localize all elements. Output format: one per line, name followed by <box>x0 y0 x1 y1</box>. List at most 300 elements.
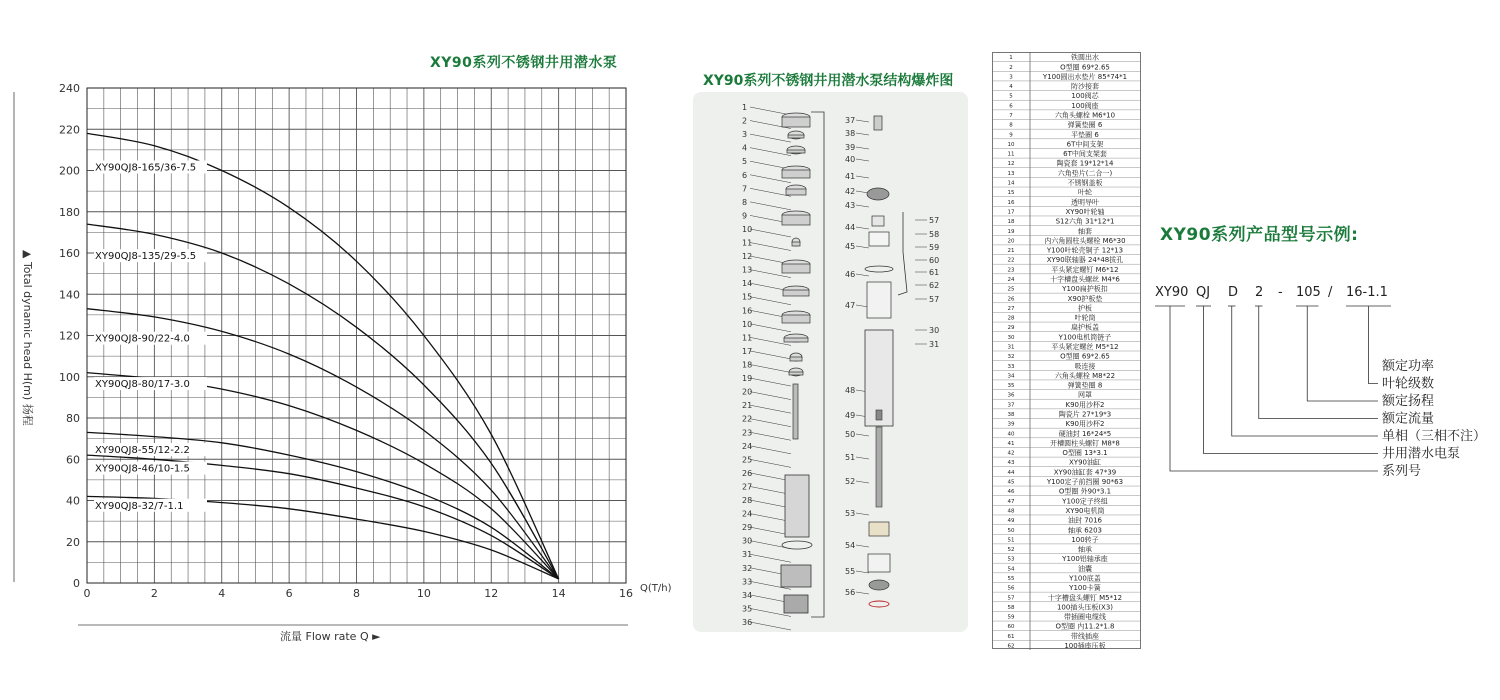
table-cell-no: 42 <box>1007 450 1015 457</box>
callout-leader <box>750 405 791 413</box>
x-tick-label: 12 <box>484 587 499 600</box>
table-cell-no: 27 <box>1007 305 1015 312</box>
part-callout: 19 <box>742 374 753 384</box>
callout-leader <box>750 229 791 237</box>
pump-part <box>782 117 810 127</box>
pump-part <box>787 150 805 153</box>
x-axis-label: 流量 Flow rate Q ► <box>280 630 381 643</box>
table-cell-no: 35 <box>1007 383 1015 390</box>
table-cell-no: 45 <box>1007 479 1015 486</box>
table-cell-name: 十字槽盘头螺钉 M5*12 <box>1047 593 1123 602</box>
pump-part <box>782 315 810 323</box>
part-callout: 48 <box>845 386 856 395</box>
table-cell-no: 25 <box>1007 286 1015 293</box>
table-cell-name: 油封 7016 <box>1067 516 1103 525</box>
table-cell-name: 六角头螺栓 M8*22 <box>1054 371 1116 380</box>
table-cell-name: 100阀座 <box>1071 101 1099 110</box>
part-callout: 31 <box>929 340 940 349</box>
callout-leader <box>750 459 791 467</box>
part-callout: 41 <box>845 172 856 181</box>
callout-leader <box>856 147 869 149</box>
motor-part <box>869 232 889 246</box>
part-callout: 50 <box>845 430 856 439</box>
model-example-title: XY90系列产品型号示例: <box>1160 225 1359 245</box>
model-code-label: 叶轮级数 <box>1382 376 1435 392</box>
model-code-part: / <box>1328 285 1333 300</box>
part-callout: 21 <box>742 401 753 411</box>
callout-leader <box>750 622 791 630</box>
series-label: XY90QJ8-80/17-3.0 <box>95 379 190 391</box>
series-label: XY90QJ8-55/12-2.2 <box>95 445 190 457</box>
motor-part <box>874 116 882 130</box>
table-cell-name: 护板 <box>1078 304 1092 313</box>
table-cell-no: 44 <box>1007 469 1015 476</box>
table-cell-no: 23 <box>1007 267 1015 274</box>
table-cell-name: 叶轮 <box>1078 188 1092 197</box>
y-tick-label: 140 <box>59 288 80 302</box>
callout-leader <box>856 434 869 436</box>
table-cell-name: 平头紧定螺钉 M6*12 <box>1051 265 1119 274</box>
motor-part <box>876 410 882 420</box>
pump-part <box>788 135 804 138</box>
table-cell-name: 叶轮筒 <box>1074 314 1096 323</box>
part-callout: 6 <box>742 170 748 180</box>
model-code-part: - <box>1278 285 1283 300</box>
part-callout: 18 <box>742 360 753 370</box>
table-cell-no: 13 <box>1007 170 1015 177</box>
callout-leader <box>856 133 869 135</box>
table-cell-no: 20 <box>1007 238 1015 245</box>
model-code-label: 额定功率 <box>1382 359 1435 374</box>
table-cell-no: 38 <box>1007 412 1015 419</box>
callout-leader <box>856 120 869 122</box>
pump-inlet <box>781 565 811 587</box>
part-callout: 52 <box>845 477 856 486</box>
part-callout: 11 <box>742 333 753 343</box>
table-cell-name: 平头紧定螺丝 M5*12 <box>1051 343 1119 351</box>
part-callout: 31 <box>742 550 753 560</box>
table-cell-name: S12六角 31*12*1 <box>1055 217 1115 226</box>
series-label: XY90QJ8-90/22-4.0 <box>95 333 190 345</box>
x-tick-label: 6 <box>285 587 293 600</box>
callout-leader <box>750 419 791 427</box>
table-cell-no: 40 <box>1007 431 1015 438</box>
table-cell-no: 6 <box>1009 103 1013 110</box>
model-code-part: 2 <box>1255 285 1264 300</box>
pump-shaft <box>793 384 798 439</box>
table-cell-name: O型圈 外90*3.1 <box>1058 487 1112 496</box>
table-cell-no: 4 <box>1009 84 1013 91</box>
table-cell-name: 六角垫片(二合一) <box>1057 169 1113 178</box>
table-cell-no: 54 <box>1007 566 1015 573</box>
table-cell-no: 59 <box>1007 614 1015 621</box>
y-tick-label: 40 <box>66 494 80 508</box>
part-callout: 22 <box>742 414 753 424</box>
part-callout: 43 <box>845 201 856 210</box>
model-code-part: QJ <box>1196 285 1211 300</box>
table-cell-no: 2 <box>1009 64 1013 71</box>
y-tick-label: 120 <box>59 329 80 343</box>
part-callout: 47 <box>845 301 856 310</box>
part-callout: 59 <box>929 243 940 252</box>
table-cell-name: Y100卡簧 <box>1069 584 1101 593</box>
pump-part <box>783 290 809 296</box>
callout-leader <box>856 457 869 459</box>
motor-part <box>869 580 889 590</box>
part-callout: 9 <box>742 211 748 221</box>
chart-title: XY90系列不锈钢井用潜水泵 <box>430 55 618 71</box>
part-callout: 16 <box>742 306 753 316</box>
parts-list-table <box>992 52 1142 650</box>
part-callout: 4 <box>742 143 748 153</box>
model-code-part: D <box>1228 285 1239 300</box>
series-label: XY90QJ8-135/29-5.5 <box>95 251 197 263</box>
model-code-part: 105 <box>1296 285 1321 300</box>
part-callout: 27 <box>742 482 753 492</box>
pump-part <box>782 215 810 225</box>
table-cell-name: XY90油缸套 47*39 <box>1053 468 1117 477</box>
callout-leader <box>750 432 791 440</box>
x-tick-label: 2 <box>150 587 158 600</box>
table-cell-no: 31 <box>1007 344 1015 351</box>
table-cell-name: 六角头螺栓 M6*10 <box>1054 111 1116 120</box>
table-cell-no: 47 <box>1007 498 1015 505</box>
table-cell-name: 轴承 6203 <box>1067 526 1103 535</box>
part-callout: 7 <box>742 184 748 194</box>
table-cell-no: 52 <box>1007 547 1015 554</box>
table-cell-no: 36 <box>1007 392 1015 399</box>
callout-leader <box>750 554 791 562</box>
table-cell-name: 100插座压板 <box>1064 642 1106 650</box>
x-tick-label: 8 <box>353 587 360 600</box>
table-cell-name: 陶瓷套 19*12*14 <box>1056 159 1114 168</box>
table-cell-name: XY90油缸 <box>1069 458 1101 467</box>
pump-part <box>782 264 810 273</box>
callout-leader <box>750 446 791 454</box>
table-cell-no: 56 <box>1007 585 1015 592</box>
table-cell-no: 39 <box>1007 421 1015 428</box>
x-unit-label: Q(T/h) <box>640 583 672 594</box>
table-cell-no: 46 <box>1007 489 1015 496</box>
table-cell-no: 53 <box>1007 556 1015 563</box>
part-callout: 40 <box>845 155 856 164</box>
assembly-connector <box>811 112 824 617</box>
table-cell-name: 硬油封 16*24*5 <box>1058 429 1112 438</box>
part-callout: 26 <box>742 468 753 478</box>
table-cell-name: Y100定子前挡圈 90*63 <box>1046 478 1124 487</box>
y-axis-label: ▲ Total dynamic head H(m) 扬程 <box>21 250 34 426</box>
table-cell-name: 轴套 <box>1078 227 1092 236</box>
motor-part <box>867 188 889 200</box>
part-callout: 33 <box>742 577 753 587</box>
table-cell-name: K90用沙杯2 <box>1065 400 1105 409</box>
code-leader-line <box>1307 306 1378 401</box>
series-label: XY90QJ8-46/10-1.5 <box>95 463 190 475</box>
table-cell-no: 33 <box>1007 363 1015 370</box>
part-callout: 3 <box>742 130 748 140</box>
part-callout: 57 <box>929 216 940 225</box>
part-callout: 54 <box>845 541 856 550</box>
callout-leader <box>750 392 791 400</box>
part-callout: 37 <box>845 116 856 125</box>
callout-leader <box>856 571 869 573</box>
part-callout: 24 <box>742 509 753 519</box>
part-callout: 53 <box>845 509 856 518</box>
table-cell-name: K90用沙杯2 <box>1065 420 1105 429</box>
table-cell-name: XY90联轴器 24*48拔孔 <box>1046 256 1124 265</box>
series-label: XY90QJ8-32/7-1.1 <box>95 500 184 512</box>
part-callout: 39 <box>845 143 856 152</box>
table-cell-name: XY90叶轮轴 <box>1065 207 1105 216</box>
table-cell-no: 60 <box>1007 624 1015 631</box>
callout-leader <box>750 324 791 332</box>
table-cell-no: 50 <box>1007 527 1015 534</box>
table-cell-no: 26 <box>1007 296 1015 303</box>
table-cell-no: 57 <box>1007 595 1015 602</box>
table-cell-name: 开槽圆柱头螺钉 M8*8 <box>1050 439 1120 448</box>
table-cell-name: Y100圆出水垫片 85*74*1 <box>1042 72 1128 81</box>
x-tick-label: 10 <box>416 587 431 600</box>
table-cell-name: 100转子 <box>1071 535 1099 544</box>
callout-leader <box>750 148 791 156</box>
pump-part <box>789 372 803 375</box>
callout-leader <box>750 297 791 305</box>
table-cell-name: 100阀芯 <box>1071 92 1099 101</box>
part-callout: 30 <box>929 326 940 335</box>
table-cell-name: 铁圆出水 <box>1071 53 1099 62</box>
model-code-label: 井用潜水电泵 <box>1382 446 1461 462</box>
table-cell-no: 18 <box>1007 219 1015 226</box>
part-callout: 14 <box>742 279 753 289</box>
table-cell-name: 轴承 <box>1078 545 1092 554</box>
model-code-label: 系列号 <box>1382 464 1422 479</box>
y-tick-label: 200 <box>59 164 80 178</box>
table-cell-name: 带插圈电缆线 <box>1064 613 1106 622</box>
y-tick-label: 20 <box>66 535 80 549</box>
callout-leader <box>750 378 791 386</box>
part-callout: 20 <box>742 387 753 397</box>
table-cell-no: 32 <box>1007 354 1015 361</box>
table-cell-no: 21 <box>1007 248 1015 255</box>
table-cell-name: 扁护板盖 <box>1071 323 1099 332</box>
table-cell-no: 34 <box>1007 373 1015 380</box>
table-cell-no: 41 <box>1007 440 1015 447</box>
pump-part <box>792 242 800 246</box>
part-callout: 34 <box>742 590 753 600</box>
x-tick-label: 14 <box>551 587 566 600</box>
motor-rotor <box>876 427 882 507</box>
table-cell-name: 弹簧垫圈 8 <box>1067 381 1103 390</box>
code-leader-line <box>1204 306 1379 454</box>
callout-leader <box>750 188 791 196</box>
motor-part <box>869 522 889 536</box>
motor-part <box>868 554 890 572</box>
part-callout: 42 <box>845 187 856 196</box>
part-callout: 15 <box>742 292 753 302</box>
table-cell-no: 17 <box>1007 209 1015 216</box>
table-cell-name: O型圈 内11.2*1.8 <box>1055 622 1115 631</box>
table-cell-name: 100插头压板(X3) <box>1056 603 1114 612</box>
table-cell-no: 3 <box>1009 74 1013 81</box>
callout-leader <box>856 205 869 207</box>
callout-leader <box>856 513 869 515</box>
model-code-label: 额定流量 <box>1382 411 1435 427</box>
part-callout: 56 <box>845 588 856 597</box>
part-callout: 62 <box>929 281 940 290</box>
table-cell-no: 49 <box>1007 518 1015 525</box>
callout-leader <box>750 365 791 373</box>
table-cell-no: 37 <box>1007 402 1015 409</box>
part-callout: 36 <box>742 618 753 627</box>
table-cell-name: Y100叶轮壳铜子 12*13 <box>1046 246 1124 255</box>
motor-part <box>872 216 884 226</box>
part-callout: 2 <box>742 116 748 126</box>
model-code-diagram <box>1150 278 1495 493</box>
exploded-view-panel <box>693 92 968 632</box>
table-cell-name: 6T中间支架 <box>1066 140 1104 149</box>
callout-leader <box>856 545 869 547</box>
y-tick-label: 100 <box>59 370 80 384</box>
table-cell-no: 8 <box>1009 122 1013 129</box>
callout-leader <box>750 351 791 359</box>
callout-leader <box>856 274 869 276</box>
y-tick-label: 180 <box>59 205 80 219</box>
table-cell-name: 带线插座 <box>1071 632 1099 641</box>
code-leader-line <box>1259 306 1378 419</box>
code-leader-line <box>1232 306 1378 436</box>
part-callout: 29 <box>742 523 753 533</box>
part-callout: 55 <box>845 567 856 576</box>
table-cell-no: 5 <box>1009 93 1013 100</box>
table-cell-no: 10 <box>1007 141 1015 148</box>
model-code-label: 额定扬程 <box>1382 394 1435 409</box>
y-tick-label: 160 <box>59 247 80 260</box>
part-callout: 32 <box>742 563 753 573</box>
y-tick-label: 220 <box>59 123 80 137</box>
callout-leader <box>750 243 791 251</box>
part-callout: 8 <box>742 197 748 207</box>
table-cell-name: Y100扁护板扣 <box>1062 285 1108 294</box>
table-cell-name: XY90电机筒 <box>1065 506 1105 515</box>
part-callout: 30 <box>742 536 753 546</box>
callout-leader <box>750 107 791 115</box>
part-callout: 58 <box>929 230 940 239</box>
pump-part <box>782 170 810 178</box>
x-tick-label: 16 <box>619 587 633 600</box>
callout-leader <box>750 134 791 142</box>
y-tick-label: 60 <box>66 453 80 467</box>
table-cell-no: 12 <box>1007 161 1015 168</box>
part-callout: 10 <box>742 224 753 234</box>
table-cell-name: 油囊 <box>1078 564 1092 573</box>
table-cell-name: O型圈 69*2.65 <box>1060 352 1110 361</box>
table-cell-name: Y100底盖 <box>1069 574 1101 583</box>
table-cell-no: 48 <box>1007 508 1015 515</box>
model-code-part: XY90 <box>1155 285 1189 300</box>
cable <box>898 212 907 295</box>
callout-leader <box>856 481 869 483</box>
table-cell-name: 内六角圆柱头螺栓 M6*30 <box>1044 236 1126 245</box>
pump-o-ring <box>782 541 812 549</box>
part-callout: 24 <box>742 441 753 451</box>
y-tick-label: 0 <box>73 577 80 590</box>
table-cell-name: 十字槽盘头螺丝 M4*6 <box>1050 275 1120 284</box>
callout-leader <box>750 202 791 210</box>
part-callout: 44 <box>845 223 856 232</box>
part-callout: 61 <box>929 268 940 277</box>
code-leader-line <box>1369 306 1379 384</box>
part-callout: 49 <box>845 411 856 420</box>
part-callout: 5 <box>742 157 748 167</box>
x-tick-label: 4 <box>218 587 226 600</box>
callout-leader <box>856 159 869 161</box>
motor-part <box>865 266 893 272</box>
model-code-label: 单相（三相不注） <box>1382 429 1487 444</box>
table-cell-name: Y100定子终组 <box>1062 497 1108 506</box>
part-callout: 51 <box>845 453 856 462</box>
part-callout: 10 <box>742 319 753 329</box>
table-cell-no: 30 <box>1007 334 1015 341</box>
part-callout: 28 <box>742 496 753 506</box>
motor-part <box>867 282 891 318</box>
pump-strainer <box>784 595 808 613</box>
table-cell-name: 不锈钢盖板 <box>1067 179 1103 188</box>
table-cell-no: 58 <box>1007 604 1015 611</box>
callout-leader <box>856 592 869 594</box>
table-cell-name: 网罩 <box>1078 391 1092 400</box>
performance-chart <box>0 0 690 660</box>
model-code-part: 16-1.1 <box>1346 285 1388 300</box>
table-cell-no: 9 <box>1009 132 1013 139</box>
series-label: XY90QJ8-165/36-7.5 <box>95 162 197 174</box>
part-callout: 1 <box>742 103 748 112</box>
part-callout: 17 <box>742 346 753 356</box>
table-cell-name: O型圈 69*2.65 <box>1060 63 1110 72</box>
table-cell-no: 14 <box>1007 180 1015 187</box>
part-callout: 35 <box>742 604 753 614</box>
table-cell-no: 29 <box>1007 325 1015 332</box>
table-cell-name: 透明导叶 <box>1071 198 1099 207</box>
table-cell-no: 61 <box>1007 633 1015 640</box>
table-cell-no: 19 <box>1007 228 1015 235</box>
part-callout: 12 <box>742 252 753 262</box>
code-leader-line <box>1170 306 1378 471</box>
motor-part <box>869 601 889 607</box>
y-tick-label: 240 <box>59 82 80 95</box>
table-cell-no: 7 <box>1009 113 1013 120</box>
table-cell-name: Y100铝轴承座 <box>1062 555 1108 564</box>
table-cell-name: 吸连接 <box>1074 362 1096 371</box>
pump-part <box>786 189 806 195</box>
table-cell-no: 11 <box>1007 151 1015 158</box>
table-cell-no: 43 <box>1007 460 1015 467</box>
part-callout: 38 <box>845 129 856 138</box>
part-callout: 46 <box>845 270 856 279</box>
table-cell-no: 1 <box>1009 55 1013 62</box>
part-callout: 23 <box>742 428 753 438</box>
explode-title: XY90系列不锈钢井用潜水泵结构爆炸图 <box>703 73 954 89</box>
table-cell-name: 陶瓷片 27*19*3 <box>1058 410 1112 419</box>
table-cell-name: X90护板垫 <box>1067 294 1103 303</box>
table-cell-no: 55 <box>1007 575 1015 582</box>
callout-leader <box>856 227 869 229</box>
table-cell-name: Y100电机筒链子 <box>1058 333 1112 342</box>
part-callout: 13 <box>742 265 753 275</box>
y-tick-label: 80 <box>66 412 80 425</box>
callout-leader <box>856 246 869 248</box>
pump-part <box>790 357 802 361</box>
table-cell-no: 62 <box>1007 643 1015 650</box>
